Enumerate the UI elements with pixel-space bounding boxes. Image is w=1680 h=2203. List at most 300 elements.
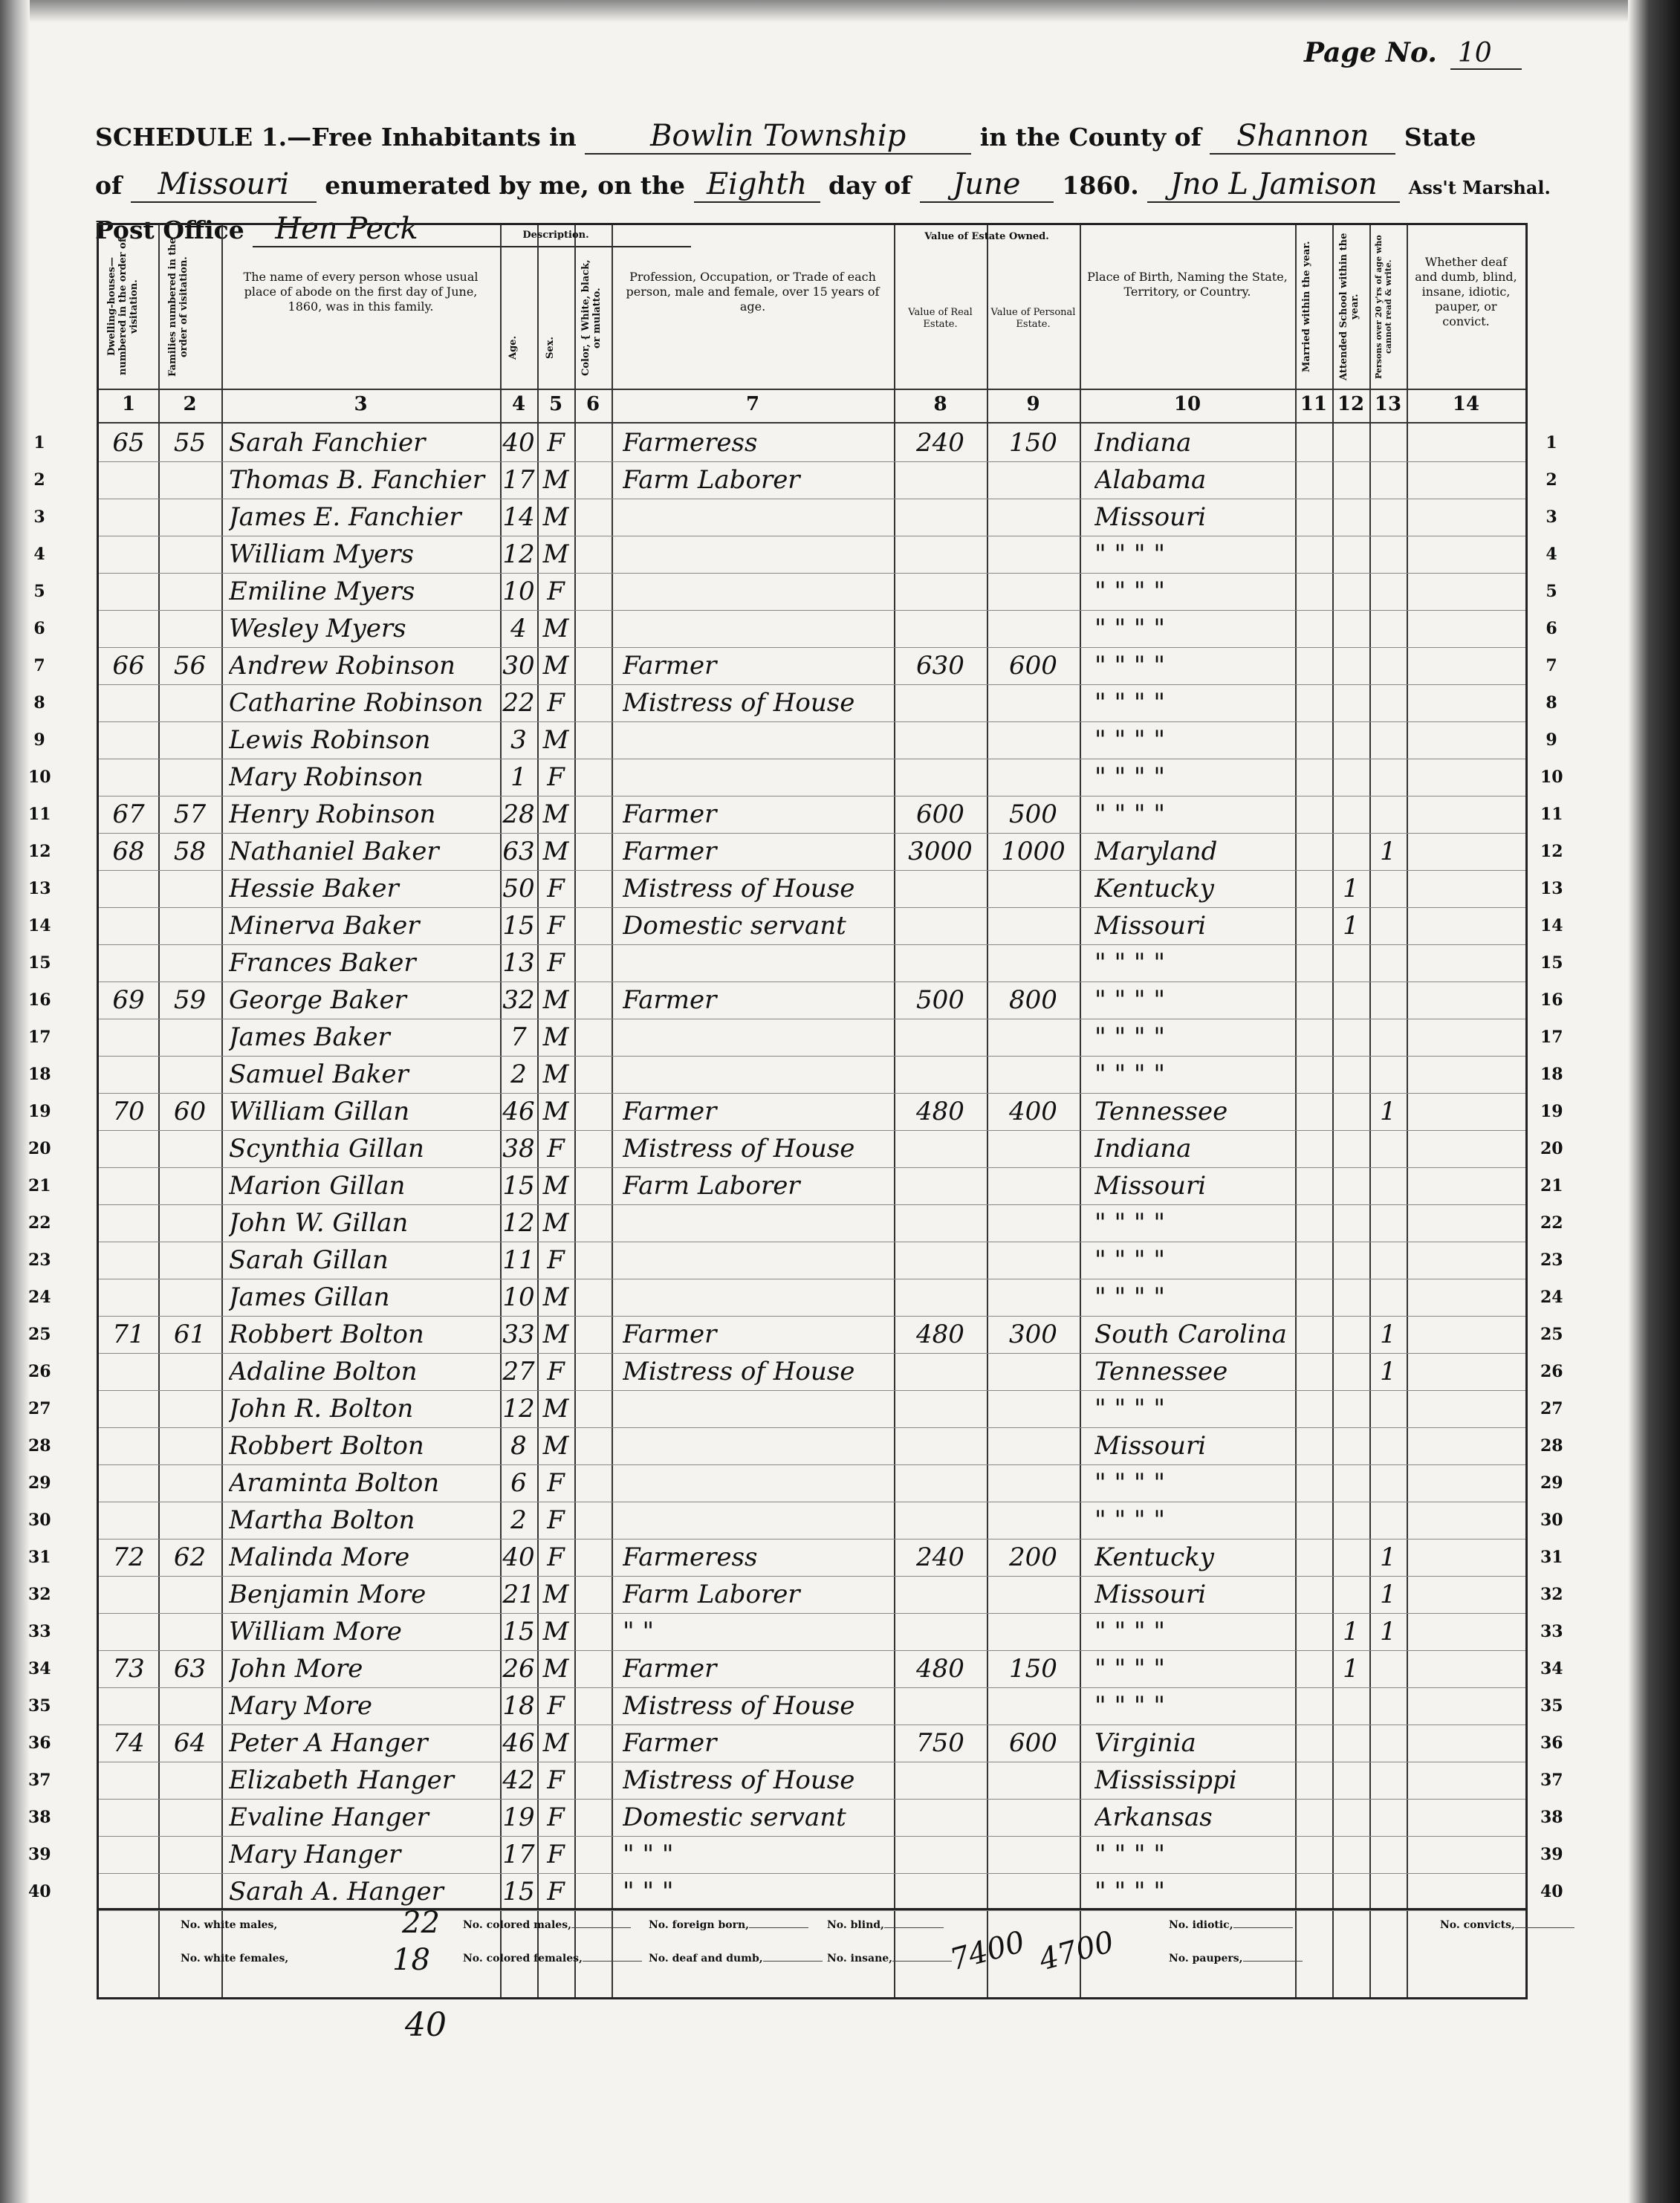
- cell-birth: Alabama: [1094, 465, 1207, 495]
- line-number-left: 20: [28, 1139, 51, 1158]
- line-number-right: 38: [1540, 1808, 1563, 1827]
- cell-sex: F: [547, 1877, 565, 1907]
- cell-age: 12: [502, 1208, 535, 1238]
- line-number-right: 5: [1546, 582, 1557, 601]
- cell-name: Evaline Hanger: [229, 1803, 429, 1832]
- line-number-right: 27: [1540, 1399, 1563, 1418]
- cell-occ: Farm Laborer: [623, 1580, 800, 1609]
- col2-header: Families numbered in the order of visitation.: [167, 237, 189, 377]
- cell-age: 46: [502, 1728, 535, 1758]
- schedule-title: SCHEDULE 1.—Free Inhabitants in: [95, 123, 577, 152]
- cell-age: 40: [502, 428, 535, 458]
- cell-occ: Farmer: [623, 985, 717, 1015]
- cell-sex: M: [542, 1097, 569, 1126]
- cell-birth: " " " ": [1094, 1394, 1165, 1424]
- cell-birth: Maryland: [1094, 837, 1218, 866]
- cell-real: 3000: [908, 837, 973, 866]
- line-number-right: 11: [1540, 805, 1563, 824]
- cell-name: Samuel Baker: [229, 1060, 409, 1089]
- line-number-right: 3: [1546, 507, 1557, 527]
- cell-fam: 60: [173, 1097, 207, 1126]
- col12-header: Attended School within the year.: [1338, 233, 1360, 381]
- divider: [612, 225, 613, 1997]
- line-number-left: 3: [33, 507, 45, 527]
- cell-occ: Mistress of House: [623, 874, 855, 903]
- line-number-right: 34: [1540, 1659, 1563, 1678]
- line-number-left: 36: [28, 1733, 51, 1753]
- cell-birth: " " " ": [1094, 1245, 1165, 1275]
- footer-divider: [99, 1908, 1525, 1910]
- foreign-born-label: No. foreign born,: [649, 1919, 808, 1931]
- cell-name: Henry Robinson: [229, 799, 436, 829]
- cell-birth: " " " ": [1094, 1691, 1165, 1721]
- estate-header: Value of Estate Owned.: [924, 231, 1049, 242]
- cell-fam: 61: [173, 1320, 207, 1349]
- divider: [1332, 225, 1334, 1997]
- cell-sex: M: [542, 1060, 569, 1089]
- divider: [1295, 225, 1297, 1997]
- cell-age: 63: [502, 837, 535, 866]
- col6-header: Color, { White, black, or mulatto.: [580, 259, 603, 377]
- cell-pers: 500: [1009, 799, 1057, 829]
- line-number-right: 29: [1540, 1473, 1563, 1493]
- cell-birth: " " " ": [1094, 725, 1165, 755]
- cell-pers: 800: [1009, 985, 1057, 1015]
- cell-sex: F: [547, 1691, 565, 1721]
- cell-occ: " " ": [623, 1840, 674, 1869]
- cell-age: 40: [502, 1542, 535, 1572]
- line-number-left: 24: [28, 1288, 51, 1307]
- col13-header: Persons over 20 y'rs of age who cannot read & write.: [1374, 235, 1393, 379]
- line-number-right: 15: [1540, 953, 1563, 973]
- cell-birth: Kentucky: [1094, 874, 1214, 903]
- cell-name: Sarah Gillan: [229, 1245, 389, 1275]
- line-number-right: 20: [1540, 1139, 1563, 1158]
- cell-sex: F: [547, 1468, 565, 1498]
- cell-occ: Farmer: [623, 1320, 717, 1349]
- cell-sex: F: [547, 1803, 565, 1832]
- cell-name: Robbert Bolton: [229, 1431, 424, 1461]
- col5-header: Sex.: [545, 337, 556, 359]
- cell-age: 38: [502, 1134, 535, 1164]
- cell-r: 1: [1380, 1097, 1396, 1126]
- cell-sex: M: [542, 539, 569, 569]
- cell-r: 1: [1380, 1357, 1396, 1386]
- line-number-left: 32: [28, 1585, 51, 1604]
- cell-real: 600: [916, 799, 964, 829]
- day-value: Eighth: [694, 167, 820, 203]
- line-number-right: 10: [1540, 768, 1563, 787]
- line-number-left: 10: [28, 768, 51, 787]
- cell-sex: M: [542, 1320, 569, 1349]
- line-number-left: 38: [28, 1808, 51, 1827]
- cell-occ: Farmer: [623, 799, 717, 829]
- cell-name: Peter A Hanger: [229, 1728, 428, 1758]
- cell-dw: 65: [112, 428, 145, 458]
- cell-age: 28: [502, 799, 535, 829]
- col-number: 6: [586, 393, 600, 415]
- cell-occ: Farmer: [623, 1728, 717, 1758]
- cell-sex: M: [542, 1728, 569, 1758]
- cell-sex: M: [542, 837, 569, 866]
- cell-real: 630: [916, 651, 964, 681]
- of-label: of: [95, 171, 123, 200]
- cell-s: 1: [1343, 874, 1359, 903]
- cell-occ: Farmeress: [623, 1542, 758, 1572]
- line-number-right: 12: [1540, 842, 1563, 861]
- cell-age: 18: [502, 1691, 535, 1721]
- cell-sex: F: [547, 948, 565, 978]
- marshal-signature: Jno L Jamison: [1147, 167, 1400, 203]
- county-label: in the County of: [979, 123, 1201, 152]
- line-number-right: 7: [1546, 656, 1557, 675]
- col10-header: Place of Birth, Naming the State, Territory, or Country.: [1087, 270, 1288, 299]
- cell-sex: M: [542, 1654, 569, 1684]
- line-number-left: 19: [28, 1102, 51, 1121]
- cell-birth: Indiana: [1094, 1134, 1192, 1164]
- real-estate-total: 7400: [946, 1924, 1029, 1978]
- cell-dw: 72: [112, 1542, 145, 1572]
- line-number-left: 11: [28, 805, 51, 824]
- cell-age: 21: [502, 1580, 535, 1609]
- cell-name: Lewis Robinson: [229, 725, 431, 755]
- line-number-right: 36: [1540, 1733, 1563, 1753]
- cell-sex: M: [542, 502, 569, 532]
- cell-dw: 74: [112, 1728, 145, 1758]
- line-number-left: 37: [28, 1771, 51, 1790]
- col7-header: Profession, Occupation, or Trade of each person, male and female, over 15 years of age.: [626, 270, 880, 314]
- cell-real: 480: [916, 1320, 964, 1349]
- cell-birth: Missouri: [1094, 1171, 1207, 1201]
- cell-name: John More: [229, 1654, 363, 1684]
- cell-age: 4: [510, 614, 527, 643]
- cell-name: Adaline Bolton: [229, 1357, 418, 1386]
- cell-age: 32: [502, 985, 535, 1015]
- cell-age: 46: [502, 1097, 535, 1126]
- cell-name: Malinda More: [229, 1542, 410, 1572]
- cell-name: James Gillan: [229, 1282, 390, 1312]
- cell-sex: M: [542, 985, 569, 1015]
- blind-label: No. blind,: [827, 1919, 944, 1931]
- enumerated-label: enumerated by me, on the: [325, 171, 686, 200]
- line-number-right: 13: [1540, 879, 1563, 898]
- col-number: 9: [1026, 393, 1040, 415]
- line-number-left: 40: [28, 1882, 51, 1901]
- cell-sex: M: [542, 1394, 569, 1424]
- cell-birth: " " " ": [1094, 688, 1165, 718]
- cell-name: Thomas B. Fanchier: [229, 465, 485, 495]
- cell-birth: " " " ": [1094, 1060, 1165, 1089]
- cell-name: William Myers: [229, 539, 415, 569]
- cell-sex: M: [542, 1282, 569, 1312]
- convicts-label: No. convicts,: [1440, 1919, 1574, 1931]
- county-value: Shannon: [1210, 119, 1395, 155]
- cell-fam: 59: [173, 985, 207, 1015]
- cell-name: Marion Gillan: [229, 1171, 406, 1201]
- cell-pers: 150: [1009, 428, 1057, 458]
- col1-header: Dwelling-houses—numbered in the order of visitation.: [106, 238, 140, 376]
- cell-name: Elizabeth Hanger: [229, 1765, 454, 1795]
- cell-occ: Domestic servant: [623, 1803, 846, 1832]
- cell-birth: South Carolina: [1094, 1320, 1287, 1349]
- cell-age: 12: [502, 1394, 535, 1424]
- line-number-right: 2: [1546, 470, 1557, 490]
- page-number-value: 10: [1450, 38, 1522, 70]
- line-number-right: 24: [1540, 1288, 1563, 1307]
- line-number-left: 14: [28, 916, 51, 935]
- cell-age: 42: [502, 1765, 535, 1795]
- month-value: June: [920, 167, 1054, 203]
- line-number-left: 6: [33, 619, 45, 638]
- cell-sex: F: [547, 1357, 565, 1386]
- line-number-left: 35: [28, 1696, 51, 1716]
- cell-birth: " " " ": [1094, 1022, 1165, 1052]
- cell-name: Scynthia Gillan: [229, 1134, 424, 1164]
- line-number-left: 5: [33, 582, 45, 601]
- col-number: 4: [511, 393, 526, 415]
- header-line-2: [95, 167, 1551, 203]
- cell-sex: F: [547, 762, 565, 792]
- line-number-left: 16: [28, 990, 51, 1010]
- col14-header: Whether deaf and dumb, blind, insane, idiotic, pauper, or convict.: [1415, 255, 1517, 328]
- line-number-left: 18: [28, 1065, 51, 1084]
- divider: [1080, 225, 1081, 1997]
- cell-name: Hessie Baker: [229, 874, 399, 903]
- cell-sex: M: [542, 1580, 569, 1609]
- state-label: State: [1404, 123, 1476, 152]
- cell-fam: 57: [173, 799, 207, 829]
- cell-occ: Mistress of House: [623, 1357, 855, 1386]
- line-number-left: 8: [33, 693, 45, 713]
- cell-birth: " " " ": [1094, 762, 1165, 792]
- col4-header: Age.: [507, 336, 519, 360]
- cell-fam: 64: [173, 1728, 207, 1758]
- township-value: Bowlin Township: [585, 119, 971, 155]
- divider: [1407, 225, 1408, 1997]
- line-number-right: 39: [1540, 1845, 1563, 1864]
- col11-header: Married within the year.: [1301, 241, 1312, 373]
- cell-sex: F: [547, 911, 565, 941]
- line-number-right: 31: [1540, 1548, 1563, 1567]
- white-females-value: 18: [392, 1943, 430, 1977]
- divider: [574, 225, 576, 1997]
- line-number-right: 26: [1540, 1362, 1563, 1381]
- col-number: 11: [1300, 393, 1328, 415]
- col8-header: Value of Real Estate.: [908, 307, 973, 331]
- cell-occ: Farm Laborer: [623, 1171, 800, 1201]
- line-number-left: 2: [33, 470, 45, 490]
- header-divider: [99, 389, 1525, 390]
- cell-name: Martha Bolton: [229, 1505, 415, 1535]
- col-number: 1: [121, 393, 136, 415]
- cell-name: Frances Baker: [229, 948, 416, 978]
- cell-dw: 67: [112, 799, 145, 829]
- cell-name: Mary Robinson: [229, 762, 424, 792]
- line-number-right: 4: [1546, 545, 1557, 564]
- col-number: 12: [1337, 393, 1365, 415]
- cell-sex: F: [547, 1840, 565, 1869]
- cell-pers: 150: [1009, 1654, 1057, 1684]
- cell-name: George Baker: [229, 985, 406, 1015]
- cell-age: 13: [502, 948, 535, 978]
- cell-sex: F: [547, 1134, 565, 1164]
- line-number-right: 9: [1546, 730, 1557, 750]
- cell-s: 1: [1343, 1617, 1359, 1646]
- cell-sex: M: [542, 1617, 569, 1646]
- cell-name: James Baker: [229, 1022, 390, 1052]
- line-number-left: 1: [33, 433, 45, 452]
- col3-header: The name of every person whose usual place of abode on the first day of June, 1860, was in this family.: [243, 270, 479, 314]
- cell-age: 10: [502, 1282, 535, 1312]
- line-number-left: 39: [28, 1845, 51, 1864]
- cell-r: 1: [1380, 1542, 1396, 1572]
- cell-age: 15: [502, 1171, 535, 1201]
- cell-age: 15: [502, 1617, 535, 1646]
- cell-sex: M: [542, 799, 569, 829]
- cell-sex: F: [547, 688, 565, 718]
- cell-fam: 55: [173, 428, 207, 458]
- cell-fam: 63: [173, 1654, 207, 1684]
- cell-occ: Farmer: [623, 1097, 717, 1126]
- page-number-label: Page No.: [1304, 37, 1437, 68]
- line-number-right: 40: [1540, 1882, 1563, 1901]
- cell-sex: M: [542, 651, 569, 681]
- cell-real: 500: [916, 985, 964, 1015]
- cell-name: Robbert Bolton: [229, 1320, 424, 1349]
- cell-sex: M: [542, 465, 569, 495]
- cell-age: 15: [502, 911, 535, 941]
- line-number-left: 4: [33, 545, 45, 564]
- cell-name: Minerva Baker: [229, 911, 420, 941]
- cell-birth: Missouri: [1094, 1580, 1207, 1609]
- cell-name: Mary Hanger: [229, 1840, 401, 1869]
- marshal-label: Ass't Marshal.: [1408, 177, 1551, 198]
- description-header: Description.: [522, 230, 589, 241]
- cell-occ: Domestic servant: [623, 911, 846, 941]
- cell-age: 17: [502, 465, 535, 495]
- cell-age: 50: [502, 874, 535, 903]
- line-number-left: 25: [28, 1325, 51, 1344]
- colored-males-label: No. colored males,: [463, 1919, 631, 1931]
- line-number-right: 32: [1540, 1585, 1563, 1604]
- cell-age: 3: [510, 725, 527, 755]
- cell-birth: " " " ": [1094, 1282, 1165, 1312]
- cell-birth: " " " ": [1094, 985, 1165, 1015]
- line-number-right: 1: [1546, 433, 1557, 452]
- line-number-left: 13: [28, 879, 51, 898]
- cell-r: 1: [1380, 1617, 1396, 1646]
- cell-birth: " " " ": [1094, 799, 1165, 829]
- cell-real: 240: [916, 428, 964, 458]
- cell-real: 480: [916, 1654, 964, 1684]
- cell-age: 30: [502, 651, 535, 681]
- cell-birth: " " " ": [1094, 1208, 1165, 1238]
- paupers-label: No. paupers,: [1169, 1953, 1303, 1964]
- cell-sex: M: [542, 1022, 569, 1052]
- cell-fam: 56: [173, 651, 207, 681]
- line-number-left: 23: [28, 1250, 51, 1270]
- cell-occ: Farmer: [623, 837, 717, 866]
- cell-name: William More: [229, 1617, 402, 1646]
- cell-age: 1: [510, 762, 527, 792]
- white-males-value: 22: [402, 1906, 440, 1940]
- cell-birth: Tennessee: [1094, 1097, 1228, 1126]
- col-number: 3: [354, 393, 368, 415]
- post-office-label: Post Office: [95, 215, 244, 244]
- cell-age: 14: [502, 502, 535, 532]
- col-number: 7: [745, 393, 760, 415]
- divider: [221, 225, 223, 1997]
- cell-fam: 62: [173, 1542, 207, 1572]
- line-number-right: 37: [1540, 1771, 1563, 1790]
- line-number-left: 31: [28, 1548, 51, 1567]
- cell-birth: Indiana: [1094, 428, 1192, 458]
- cell-birth: " " " ": [1094, 1505, 1165, 1535]
- scan-edge-top: [0, 0, 1680, 22]
- deaf-dumb-label: No. deaf and dumb,: [649, 1953, 823, 1964]
- cell-occ: Farmer: [623, 1654, 717, 1684]
- cell-sex: M: [542, 1171, 569, 1201]
- cell-sex: F: [547, 1245, 565, 1275]
- cell-birth: Arkansas: [1094, 1803, 1213, 1832]
- line-number-right: 16: [1540, 990, 1563, 1010]
- cell-age: 8: [510, 1431, 527, 1461]
- line-number-left: 29: [28, 1473, 51, 1493]
- cell-birth: " " " ": [1094, 539, 1165, 569]
- insane-label: No. insane,: [827, 1953, 952, 1964]
- scan-edge-left: [0, 0, 30, 2203]
- census-table: [28, 223, 1563, 1999]
- line-number-left: 27: [28, 1399, 51, 1418]
- cell-dw: 73: [112, 1654, 145, 1684]
- cell-name: Araminta Bolton: [229, 1468, 440, 1498]
- cell-dw: 66: [112, 651, 145, 681]
- cell-pers: 300: [1009, 1320, 1057, 1349]
- cell-occ: Farmeress: [623, 428, 758, 458]
- cell-pers: 600: [1009, 651, 1057, 681]
- line-number-left: 9: [33, 730, 45, 750]
- line-number-right: 30: [1540, 1511, 1563, 1530]
- cell-name: Mary More: [229, 1691, 373, 1721]
- personal-estate-total: 4700: [1035, 1924, 1118, 1978]
- cell-birth: Mississippi: [1094, 1765, 1237, 1795]
- cell-age: 7: [510, 1022, 527, 1052]
- cell-sex: F: [547, 428, 565, 458]
- cell-occ: Mistress of House: [623, 688, 855, 718]
- scan-edge-right: [1628, 0, 1680, 2203]
- cell-age: 11: [502, 1245, 535, 1275]
- cell-real: 480: [916, 1097, 964, 1126]
- line-number-right: 25: [1540, 1325, 1563, 1344]
- cell-age: 26: [502, 1654, 535, 1684]
- cell-pers: 400: [1009, 1097, 1057, 1126]
- idiotic-label: No. idiotic,: [1169, 1919, 1293, 1931]
- line-number-left: 12: [28, 842, 51, 861]
- cell-name: Andrew Robinson: [229, 651, 455, 681]
- line-number-left: 21: [28, 1176, 51, 1195]
- white-males-label: No. white males,: [181, 1919, 278, 1931]
- colored-females-label: No. colored females,: [463, 1953, 642, 1964]
- cell-s: 1: [1343, 1654, 1359, 1684]
- line-number-right: 33: [1540, 1622, 1563, 1641]
- cell-sex: F: [547, 1542, 565, 1572]
- cell-birth: Kentucky: [1094, 1542, 1214, 1572]
- stray-handwritten-mark: 40: [405, 2006, 447, 2044]
- white-females-label: No. white females,: [181, 1953, 289, 1964]
- cell-dw: 68: [112, 837, 145, 866]
- cell-name: Sarah Fanchier: [229, 428, 426, 458]
- line-number-right: 21: [1540, 1176, 1563, 1195]
